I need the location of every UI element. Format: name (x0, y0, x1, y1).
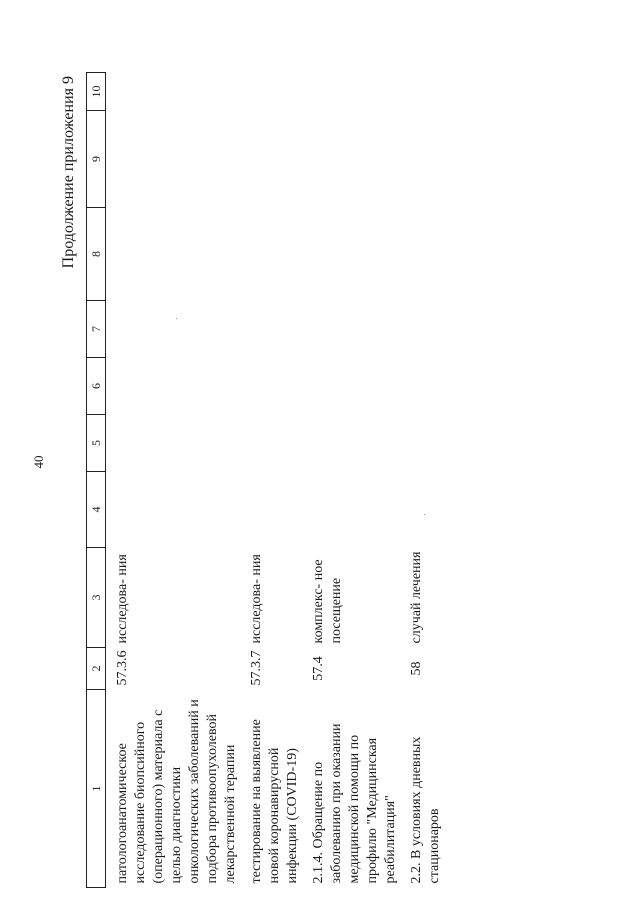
page-number: 40 (31, 455, 46, 469)
row-cell (408, 358, 444, 415)
column-header: 6 (87, 358, 106, 415)
rotated-page-content (46, 68, 566, 888)
row-name: 2.2. В условиях дневных стационаров (409, 736, 442, 884)
row-cell (310, 111, 400, 208)
column-header: 2 (87, 648, 106, 690)
row-cell (408, 472, 444, 548)
row-name: тестирование на выявление новой коронавирусной инфекции (COVID-19) (249, 719, 300, 884)
row-name: патологоанатомическое исследование биопсийного (операционного) материала с целью диагностики онкологических заболеваний и подбора противоопухолевой лекарственной терапии (115, 699, 238, 884)
column-header: 9 (87, 111, 106, 208)
table-row (310, 73, 400, 888)
row-unit: исследова- ния (115, 554, 130, 644)
row-cell (310, 73, 400, 111)
row-cell (310, 358, 400, 415)
row-cell (114, 415, 240, 472)
scan-speck (176, 318, 177, 319)
table-row (114, 73, 240, 888)
row-cell (114, 472, 240, 548)
row-cell (408, 73, 444, 111)
row-unit: случай лечения (409, 551, 424, 644)
column-header: 5 (87, 415, 106, 472)
row-cell (114, 358, 240, 415)
row-cell (114, 301, 240, 358)
row-cell (310, 208, 400, 301)
column-header: 7 (87, 301, 106, 358)
column-header: 8 (87, 208, 106, 301)
row-cell (248, 301, 302, 358)
table-row (248, 73, 302, 888)
row-code: 57.3.7 (249, 650, 264, 686)
row-name: 2.1.4. Обращение по заболеванию при оказании медицинской помощи по профилю "Медицинская реабилитация" (311, 723, 398, 884)
row-cell (114, 73, 240, 111)
row-unit: исследова- ния (249, 554, 264, 644)
row-code: 57.4 (311, 656, 326, 681)
appendix-title: Продолжение приложения 9 (60, 76, 77, 269)
data-table (86, 72, 444, 888)
row-cell (248, 208, 302, 301)
row-unit: комплекс- ное посещение (311, 559, 344, 644)
column-header: 1 (87, 690, 106, 888)
scan-speck (424, 514, 425, 515)
row-cell (248, 111, 302, 208)
row-code: 57.3.6 (115, 650, 130, 686)
table-row (408, 73, 444, 888)
row-cell (408, 111, 444, 208)
row-cell (310, 415, 400, 472)
row-cell (114, 111, 240, 208)
column-header: 10 (87, 73, 106, 111)
row-cell (408, 208, 444, 301)
column-header: 4 (87, 472, 106, 548)
column-header: 3 (87, 548, 106, 648)
row-cell (248, 73, 302, 111)
row-cell (248, 415, 302, 472)
header-row (87, 73, 106, 888)
row-code: 58 (409, 661, 424, 676)
row-cell (408, 301, 444, 358)
row-cell (310, 301, 400, 358)
row-cell (408, 415, 444, 472)
row-cell (248, 358, 302, 415)
row-cell (114, 208, 240, 301)
row-cell (310, 472, 400, 548)
row-cell (248, 472, 302, 548)
